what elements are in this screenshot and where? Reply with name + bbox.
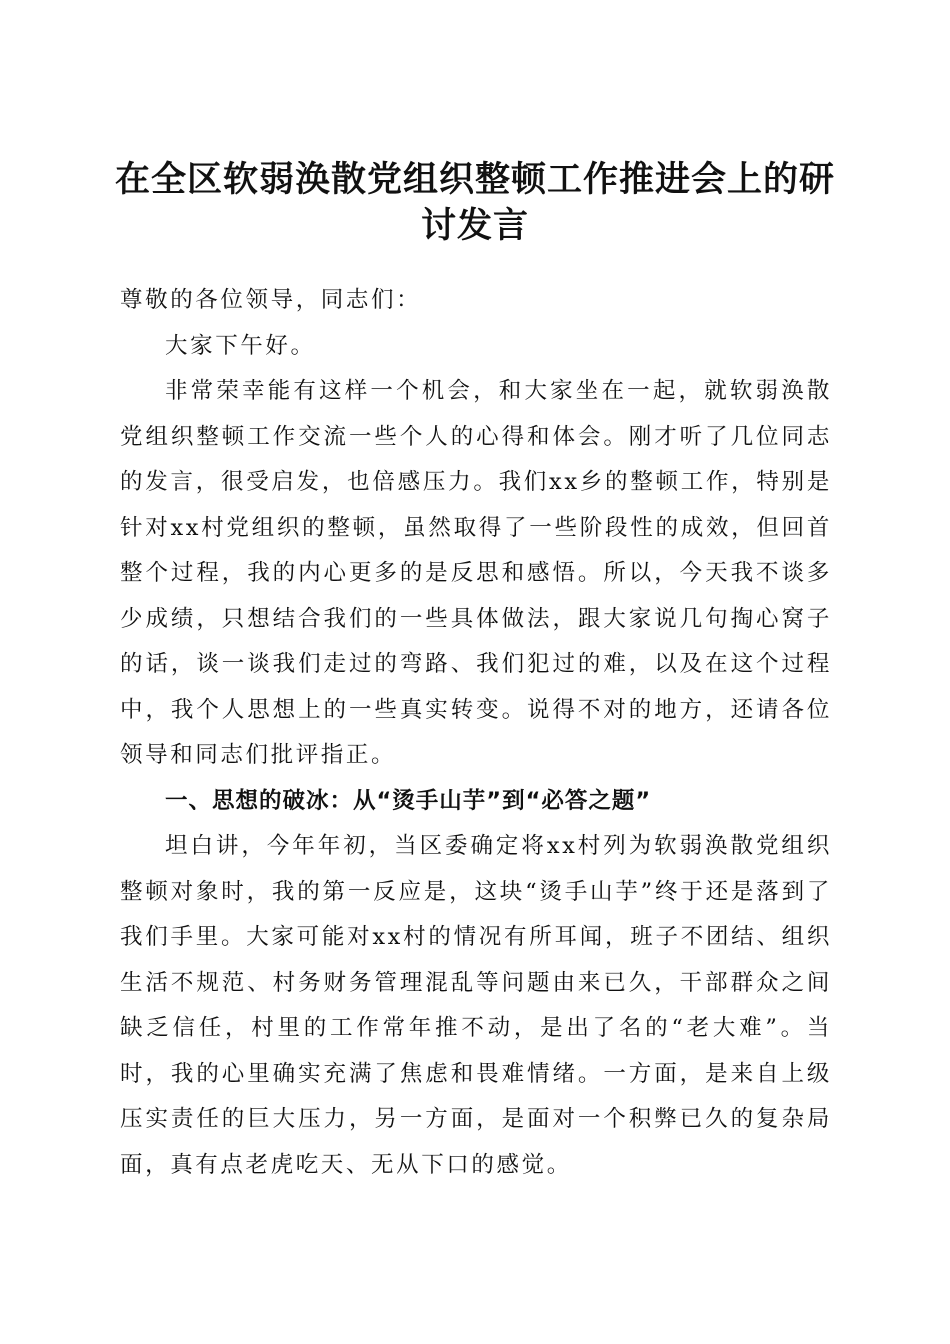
greeting: 大家下午好。 (165, 332, 316, 359)
document-title (110, 157, 840, 249)
title-line-2: 讨发言 (420, 205, 529, 247)
title-line-1: 在全区软弱涣散党组织整顿工作推进会上的研 (114, 159, 835, 201)
paragraph-section-1: 坦白讲，今年年初，当区委确定将xx村列为软弱涣散党组织整顿对象时，我的第一反应是，这块“烫手山芋”终于还是落到了我们手里。大家可能对xx村的情况有所耳闻，班子不团结、组织生活不规范、村务财务管理混乱等问题由来已久，干部群众之间缺乏信任，村里的工作常年推不动，是出了名的“老大难”。当时，我的心里确实充满了焦虑和畏难情绪。一方面，是来自上级压实责任的巨大压力，另一方面，是面对一个积弊已久的复杂局面，真有点老虎吃天、无从下口的感觉。 (120, 833, 832, 1178)
paragraph-intro: 非常荣幸能有这样一个机会，和大家坐在一起，就软弱涣散党组织整顿工作交流一些个人的心得和体会。刚才听了几位同志的发言，很受启发，也倍感压力。我们xx乡的整顿工作，特别是针对xx村党组织的整顿，虽然取得了一些阶段性的成效，但回首整个过程，我的内心更多的是反思和感悟。所以，今天我不谈多少成绩，只想结合我们的一些具体做法，跟大家说几句掏心窝子的话，谈一谈我们走过的弯路、我们犯过的难，以及在这个过程中，我个人思想上的一些真实转变。说得不对的地方，还请各位领导和同志们批评指正。 (120, 378, 832, 768)
salutation: 尊敬的各位领导，同志们： (120, 287, 422, 313)
document-body (120, 278, 832, 1188)
section-heading-1: 一、思想的破冰：从“烫手山芋”到“必答之题” (165, 787, 652, 814)
